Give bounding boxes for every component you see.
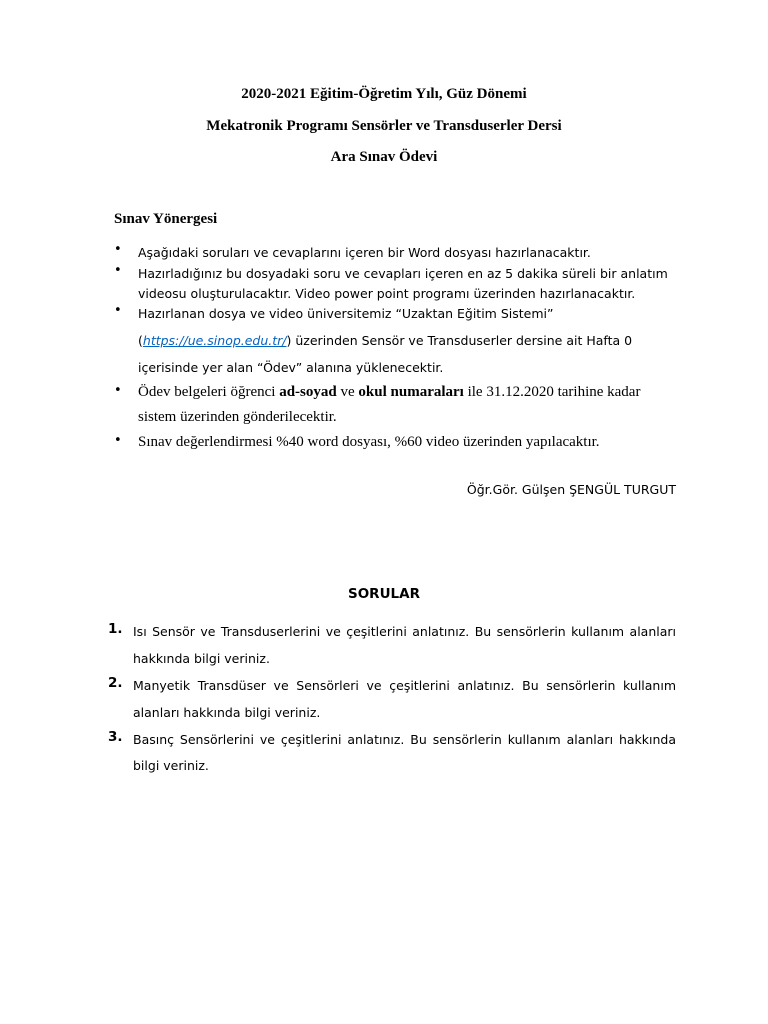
instruction-3-line3: içerisinde yer alan “Ödev” alanına yüklenecektir. — [138, 360, 444, 375]
document-title-line3: Ara Sınav Ödevi — [330, 149, 438, 165]
instruction-3-after-link: ) üzerinden Sensör ve Transduserler dersine ait Hafta 0 — [286, 333, 633, 348]
instruction-1: Aşağıdaki soruları ve cevaplarını içeren bir Word dosyası hazırlanacaktır. — [138, 245, 591, 260]
instruction-4-pre: Ödev belgeleri öğrenci — [138, 384, 280, 400]
instruction-4-line2: sistem üzerinden gönderilecektir. — [138, 409, 337, 425]
instruction-4-post: ile 31.12.2020 tarihine kadar — [463, 384, 641, 400]
ues-link[interactable]: https://ue.sinop.edu.tr/ — [142, 333, 287, 348]
instruction-4-bold-number: okul numaraları — [358, 384, 464, 400]
bullet-icon: • — [114, 383, 122, 398]
instructor-signature: Öğr.Gör. Gülşen ŞENGÜL TURGUT — [466, 482, 676, 497]
question-1-line2: hakkında bilgi veriniz. — [133, 651, 270, 666]
instruction-4-line1 — [138, 384, 640, 401]
instruction-3-line1: Hazırlanan dosya ve video üniversitemiz “Uzaktan Eğitim Sistemi” — [138, 306, 554, 321]
questions-heading: SORULAR — [347, 586, 420, 602]
instruction-3-line2 — [138, 333, 632, 348]
paren-open: ( — [138, 333, 143, 348]
bullet-icon: • — [114, 242, 122, 257]
instruction-5: Sınav değerlendirmesi %40 word dosyası, %60 video üzerinden yapılacaktır. — [138, 434, 600, 450]
instructions-heading: Sınav Yönergesi — [114, 211, 218, 227]
question-1-line1: Isı Sensör ve Transduserlerini ve çeşitlerini anlatınız. Bu sensörlerin kullanım alanları — [133, 624, 676, 639]
question-number: 1. — [108, 621, 123, 637]
bullet-icon: • — [114, 433, 122, 448]
question-number: 3. — [108, 729, 123, 745]
instruction-4-mid: ve — [336, 384, 359, 400]
question-2-line2: alanları hakkında bilgi veriniz. — [133, 705, 321, 720]
question-3-line2: bilgi veriniz. — [133, 758, 209, 773]
instruction-2-line2: videosu oluşturulacaktır. Video power point programı üzerinden hazırlanacaktır. — [138, 286, 636, 301]
document-title-line1: 2020-2021 Eğitim-Öğretim Yılı, Güz Dönemi — [241, 86, 527, 102]
question-number: 2. — [108, 675, 123, 691]
instruction-2-line1: Hazırladığınız bu dosyadaki soru ve cevapları içeren en az 5 dakika süreli bir anlatım — [138, 266, 668, 281]
bullet-icon: • — [114, 263, 122, 278]
instruction-4-bold-name: ad-soyad — [279, 384, 337, 400]
question-3-line1: Basınç Sensörlerini ve çeşitlerini anlatınız. Bu sensörlerin kullanım alanları hakkında — [133, 732, 676, 747]
bullet-icon: • — [114, 303, 122, 318]
document-title-line2: Mekatronik Programı Sensörler ve Transduserler Dersi — [206, 118, 562, 134]
question-2-line1: Manyetik Transdüser ve Sensörleri ve çeşitlerini anlatınız. Bu sensörlerin kullanım — [133, 678, 676, 693]
